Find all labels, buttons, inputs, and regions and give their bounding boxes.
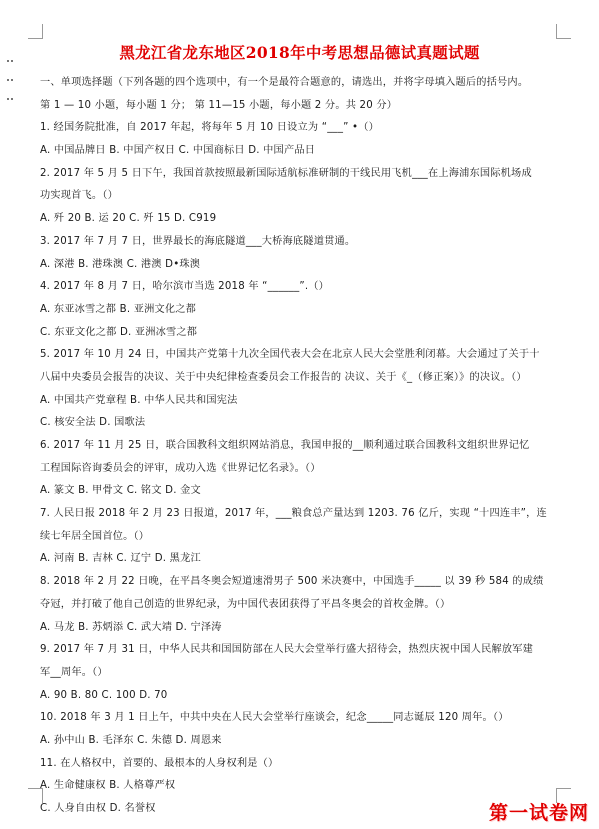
document-line: 3. 2017 年 7 月 7 日，世界最长的海底隧道___大桥海底隧道贯通。 — [40, 235, 356, 247]
document-line: 一、单项选择题（下列各题的四个选项中，有一个是最符合题意的，请选出，并将字母填入题后的括号内。 — [40, 77, 529, 88]
document-line: 9. 2017 年 7 月 31 日，中华人民共和国国防部在人民大会堂举行盛大招待会，热烈庆祝中国人民解放军建 — [40, 644, 534, 656]
document-line: 功实现首飞。（） — [40, 190, 118, 202]
document-line: 5. 2017 年 10 月 24 日，中国共产党第十九次全国代表大会在北京人民大会堂胜利闭幕。大会通过了关于十 — [40, 349, 540, 361]
document-line: A. 生命健康权 B. 人格尊严权 — [40, 780, 176, 792]
document-line: A. 中国品牌日 B. 中国产权日 C. 中国商标日 D. 中国产品日 — [40, 145, 316, 157]
document-line: A. 深港 B. 港珠澳 C. 港澳 D•珠澳 — [40, 258, 201, 270]
document-title: 黑龙江省龙东地区2018年中考思想品德试真题试题 — [119, 43, 480, 62]
document-line: 2. 2017 年 5 月 5 日下午，我国首款按照最新国际适航标准研制的干线民用飞机___在上海浦东国际机场成 — [40, 167, 532, 179]
site-watermark: 第一试卷网 — [488, 802, 589, 824]
document-line: A. 河南 B. 吉林 C. 辽宁 D. 黑龙江 — [40, 553, 201, 565]
document-line: 军__周年。（） — [40, 666, 108, 678]
document-line: 夺冠，并打破了他自己创造的世界纪录，为中国代表团获得了平昌冬奥会的首枚金牌。（） — [40, 598, 451, 610]
document-line: A. 东亚冰雪之都 B. 亚洲文化之都 — [40, 303, 197, 315]
document-line: 工程国际咨询委员会的评审，成功入选《世界记忆名录》。（） — [40, 462, 321, 474]
document-line: A. 马龙 B. 苏炳添 C. 武大靖 D. 宁泽涛 — [40, 621, 222, 633]
document-line: A. 孙中山 B. 毛泽东 C. 朱德 D. 周恩来 — [40, 734, 222, 746]
document-line: C. 人身自由权 D. 名誉权 — [40, 803, 156, 814]
document-line: C. 核安全法 D. 国歌法 — [40, 417, 146, 429]
document-line: A. 歼 20 B. 运 20 C. 歼 15 D. C919 — [40, 213, 217, 225]
document-line: 6. 2017 年 11 月 25 日，联合国教科文组织网站消息，我国申报的__顺利通过联合国教科文组织世界记忆 — [40, 440, 530, 451]
document-line: 续七年居全国首位。（） — [40, 530, 150, 542]
document-line: A. 90 B. 80 C. 100 D. 70 — [40, 689, 168, 701]
document-line: 第 1 — 10 小题，每小题 1 分； 第 11—15 小题，每小题 2 分。共 20 分） — [40, 99, 398, 111]
document-body — [40, 72, 580, 821]
page-corner-mark — [28, 24, 43, 39]
document-line: 7. 人民日报 2018 年 2 月 23 日报道，2017 年，___粮食总产量达到 1203. 76 亿斤，实现 “十四连丰”，连 — [40, 508, 547, 520]
document-line: 8. 2018 年 2 月 22 日晚，在平昌冬奥会短道速滑男子 500 米决赛中，中国选手_____ 以 39 秒 584 的成绩 — [40, 576, 544, 588]
document-line: 11. 在人格权中，首要的、最根本的人身权利是（） — [40, 757, 279, 769]
document-line: 10. 2018 年 3 月 1 日上午，中共中央在人民大会堂举行座谈会，纪念_____同志诞辰 120 周年。（） — [40, 712, 509, 724]
document-line: 4. 2017 年 8 月 7 日，哈尔滨市当选 2018 年 “______”.（） — [40, 281, 330, 293]
page-corner-mark — [556, 24, 571, 39]
document-line: 八届中央委员会报告的决议、关于中央纪律检查委员会工作报告的 决议、关于《_（修正案）》的决议。（） — [40, 371, 527, 383]
document-line: 1. 经国务院批准，自 2017 年起，将每年 5 月 10 日设立为 “___” •（） — [40, 122, 380, 134]
document-line: A. 中国共产党章程 B. 中华人民共和国宪法 — [40, 394, 238, 406]
document-line: C. 东亚文化之都 D. 亚洲冰雪之都 — [40, 326, 198, 338]
document-line: A. 篆文 B. 甲骨文 C. 铭文 D. 金文 — [40, 485, 201, 497]
